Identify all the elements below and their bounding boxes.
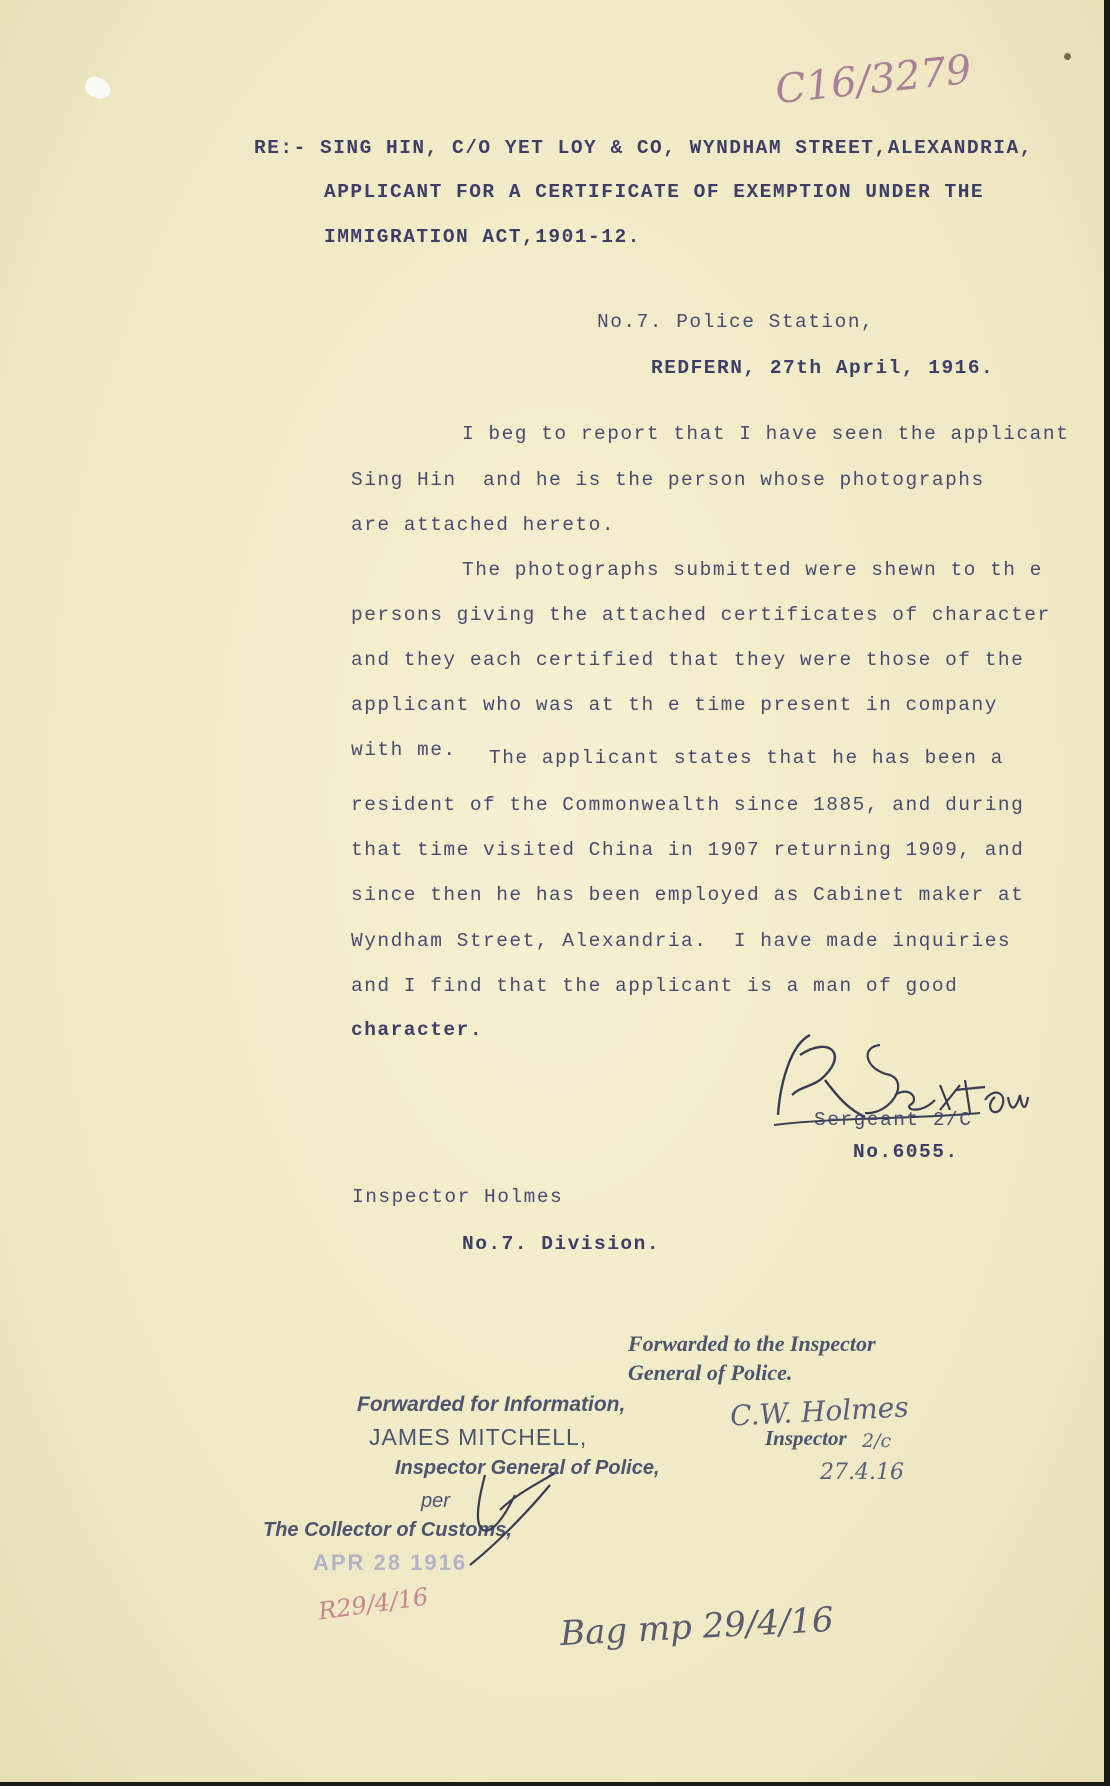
edge-mark-top-left xyxy=(82,74,113,102)
body-line: I beg to report that I have seen the applicant xyxy=(462,423,1070,445)
mitchell-name: JAMES MITCHELL, xyxy=(369,1424,588,1450)
ink-dot xyxy=(1064,53,1071,60)
signer-number: No.6055. xyxy=(853,1141,959,1163)
signer-rank: Sergeant 2/C xyxy=(814,1109,973,1131)
body-line: and they each certified that they were those of the xyxy=(351,649,1025,671)
body-line: The applicant states that he has been a xyxy=(489,747,1004,769)
reference-number: C16/3279 xyxy=(773,46,974,114)
body-line: The photographs submitted were shewn to th e xyxy=(462,559,1043,581)
body-line: Sing Hin and he is the person whose photographs xyxy=(351,469,985,491)
station-line: No.7. Police Station, xyxy=(597,311,875,333)
forward-mitchell-line-1: Forwarded for Information, xyxy=(357,1393,626,1416)
heading-line-3: IMMIGRATION ACT,1901-12. xyxy=(324,226,641,248)
body-line: since then he has been employed as Cabinet maker at xyxy=(351,884,1025,906)
mitchell-per: per xyxy=(421,1490,450,1512)
initials-mark xyxy=(455,1465,565,1575)
heading-line-1: RE:- SING HIN, C/O YET LOY & CO, WYNDHAM STREET,ALEXANDRIA, xyxy=(254,137,1033,159)
forward-inspector-line-1: Forwarded to the Inspector xyxy=(628,1331,876,1356)
holmes-signature: C.W. Holmes xyxy=(729,1390,910,1433)
received-stamp: APR 28 1916 xyxy=(313,1550,468,1575)
body-line: and I find that the applicant is a man of good xyxy=(351,975,959,997)
heading-line-2: APPLICANT FOR A CERTIFICATE OF EXEMPTION UNDER THE xyxy=(324,181,985,203)
place-date-line: REDFERN, 27th April, 1916. xyxy=(651,357,995,379)
inspector-date: 27.4.16 xyxy=(820,1460,904,1485)
addressee-name: Inspector Holmes xyxy=(352,1186,564,1208)
body-line: that time visited China in 1907 returning 1909, and xyxy=(351,839,1025,861)
body-line: are attached hereto. xyxy=(351,514,616,536)
inspector-title: Inspector xyxy=(765,1426,847,1450)
body-line: resident of the Commonwealth since 1885, and during xyxy=(351,794,1025,816)
body-line: Wyndham Street, Alexandria. I have made inquiries xyxy=(351,930,1012,952)
body-line: persons giving the attached certificates of character xyxy=(351,604,1051,626)
mitchell-title: Inspector General of Police, xyxy=(395,1457,660,1479)
scan-edge-bottom xyxy=(0,1782,1110,1786)
bottom-note: Bag mp 29/4/16 xyxy=(559,1599,835,1655)
pencil-note: R29/4/16 xyxy=(316,1582,431,1626)
forward-inspector-line-2: General of Police. xyxy=(628,1360,793,1385)
scan-edge-right xyxy=(1104,0,1110,1786)
addressee-division: No.7. Division. xyxy=(462,1233,661,1255)
collector-line: The Collector of Customs, xyxy=(263,1519,512,1541)
body-line: character. xyxy=(351,1019,484,1041)
body-line: with me. xyxy=(351,739,457,761)
inspector-title-suffix: 2/c xyxy=(862,1430,892,1452)
body-line: applicant who was at th e time present in company xyxy=(351,694,998,716)
